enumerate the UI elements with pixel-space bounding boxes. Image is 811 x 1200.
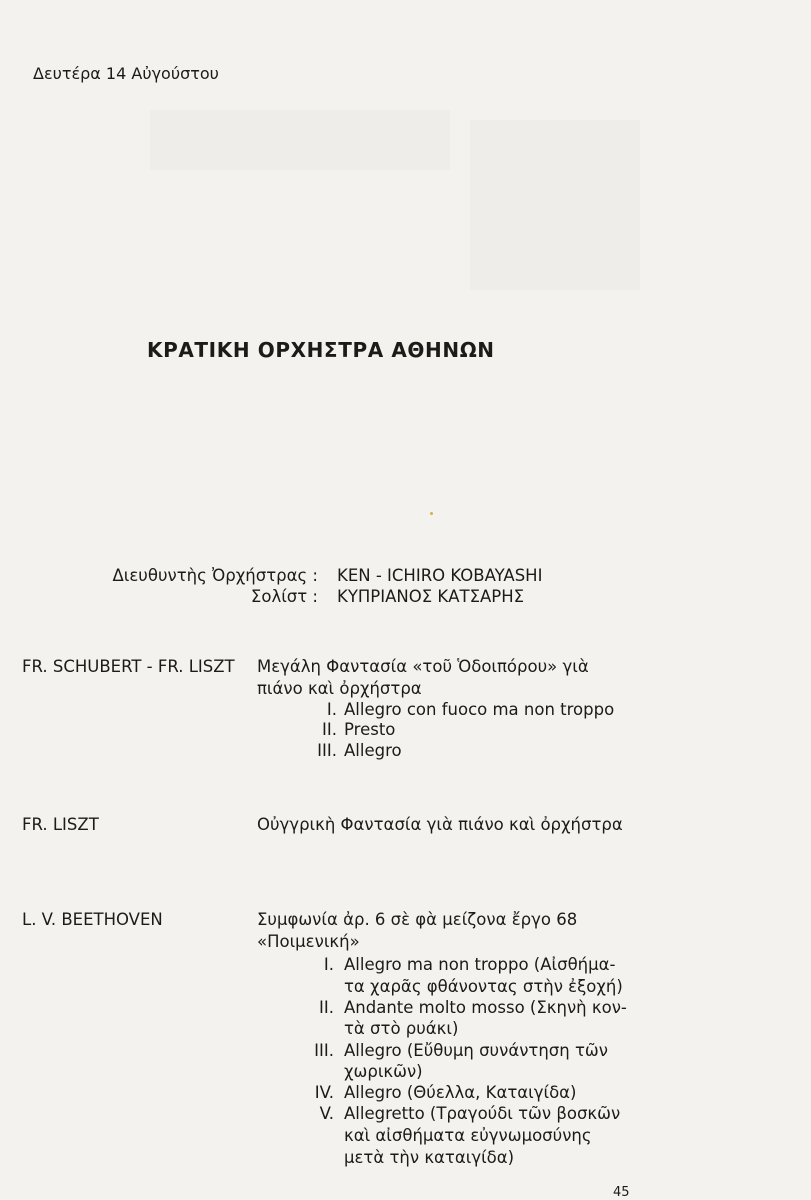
page-title: ΚΡΑΤΙΚΗ ΟΡΧΗΣΤΡΑ ΑΘΗΝΩΝ [147, 338, 495, 362]
movement-text: τα χαρᾶς φθάνοντας στὴν ἐξοχή) [344, 977, 623, 996]
page-number: 45 [613, 1185, 630, 1200]
work-title-line: πιάνο καὶ ὀρχήστρα [257, 679, 422, 698]
conductor-name: KEN - ICHIRO KOBAYASHI [337, 566, 543, 585]
bleed-through-block [150, 110, 450, 170]
movement-text: Allegretto (Τραγούδι τῶν βοσκῶν [344, 1104, 621, 1123]
movement-text: καὶ αἰσθήματα εὐγνωμοσύνης [344, 1126, 592, 1145]
movement-text: Allegro (Θύελλα, Καταιγίδα) [344, 1083, 577, 1102]
movement-text: Allegro (Εὔθυμη συνάντηση τῶν [344, 1041, 608, 1060]
movement-number: II. [319, 998, 334, 1017]
bleed-through-block [470, 120, 640, 290]
work-title-line: Μεγάλη Φαντασία «τοῦ Ὁδοιπόρου» γιὰ [257, 657, 589, 676]
movement-text: Allegro ma non troppo (Αἰσθήμα- [344, 955, 616, 974]
soloist-name: ΚΥΠΡΙΑΝΟΣ ΚΑΤΣΑΡΗΣ [337, 587, 525, 606]
movement-text: Allegro [344, 741, 402, 760]
movement-number: III. [317, 741, 337, 760]
movement-text: τὰ στὸ ρυάκι) [344, 1019, 459, 1038]
composer-name: FR. LISZT [22, 815, 99, 834]
work-title-line: «Ποιμενική» [257, 932, 360, 951]
composer-name: FR. SCHUBERT - FR. LISZT [22, 657, 235, 676]
composer-name: L. V. BEETHOVEN [22, 910, 163, 929]
movement-text: μετὰ τὴν καταιγίδα) [344, 1148, 515, 1167]
movement-number: III. [314, 1041, 334, 1060]
movement-number: V. [319, 1104, 334, 1123]
movement-number: II. [322, 720, 337, 739]
work-title-line: Συμφωνία ἀρ. 6 σὲ φὰ μείζονα ἔργο 68 [257, 910, 578, 929]
movement-text: Allegro con fuoco ma non troppo [344, 700, 615, 719]
conductor-label: Διευθυντὴς Ὀρχήστρας : [112, 566, 318, 585]
movement-text: Presto [344, 720, 396, 739]
work-title-line: Οὐγγρικὴ Φαντασία γιὰ πιάνο καὶ ὀρχήστρα [257, 815, 623, 834]
movement-number: I. [326, 700, 337, 719]
movement-text: Andante molto mosso (Σκηνὴ κον- [344, 998, 627, 1017]
date-header: Δευτέρα 14 Αὐγούστου [33, 64, 219, 83]
soloist-label: Σολίστ : [250, 587, 318, 606]
movement-number: IV. [314, 1083, 334, 1102]
movement-text: χωρικῶν) [344, 1062, 423, 1081]
paper-speck [430, 512, 433, 515]
movement-number: I. [323, 955, 334, 974]
